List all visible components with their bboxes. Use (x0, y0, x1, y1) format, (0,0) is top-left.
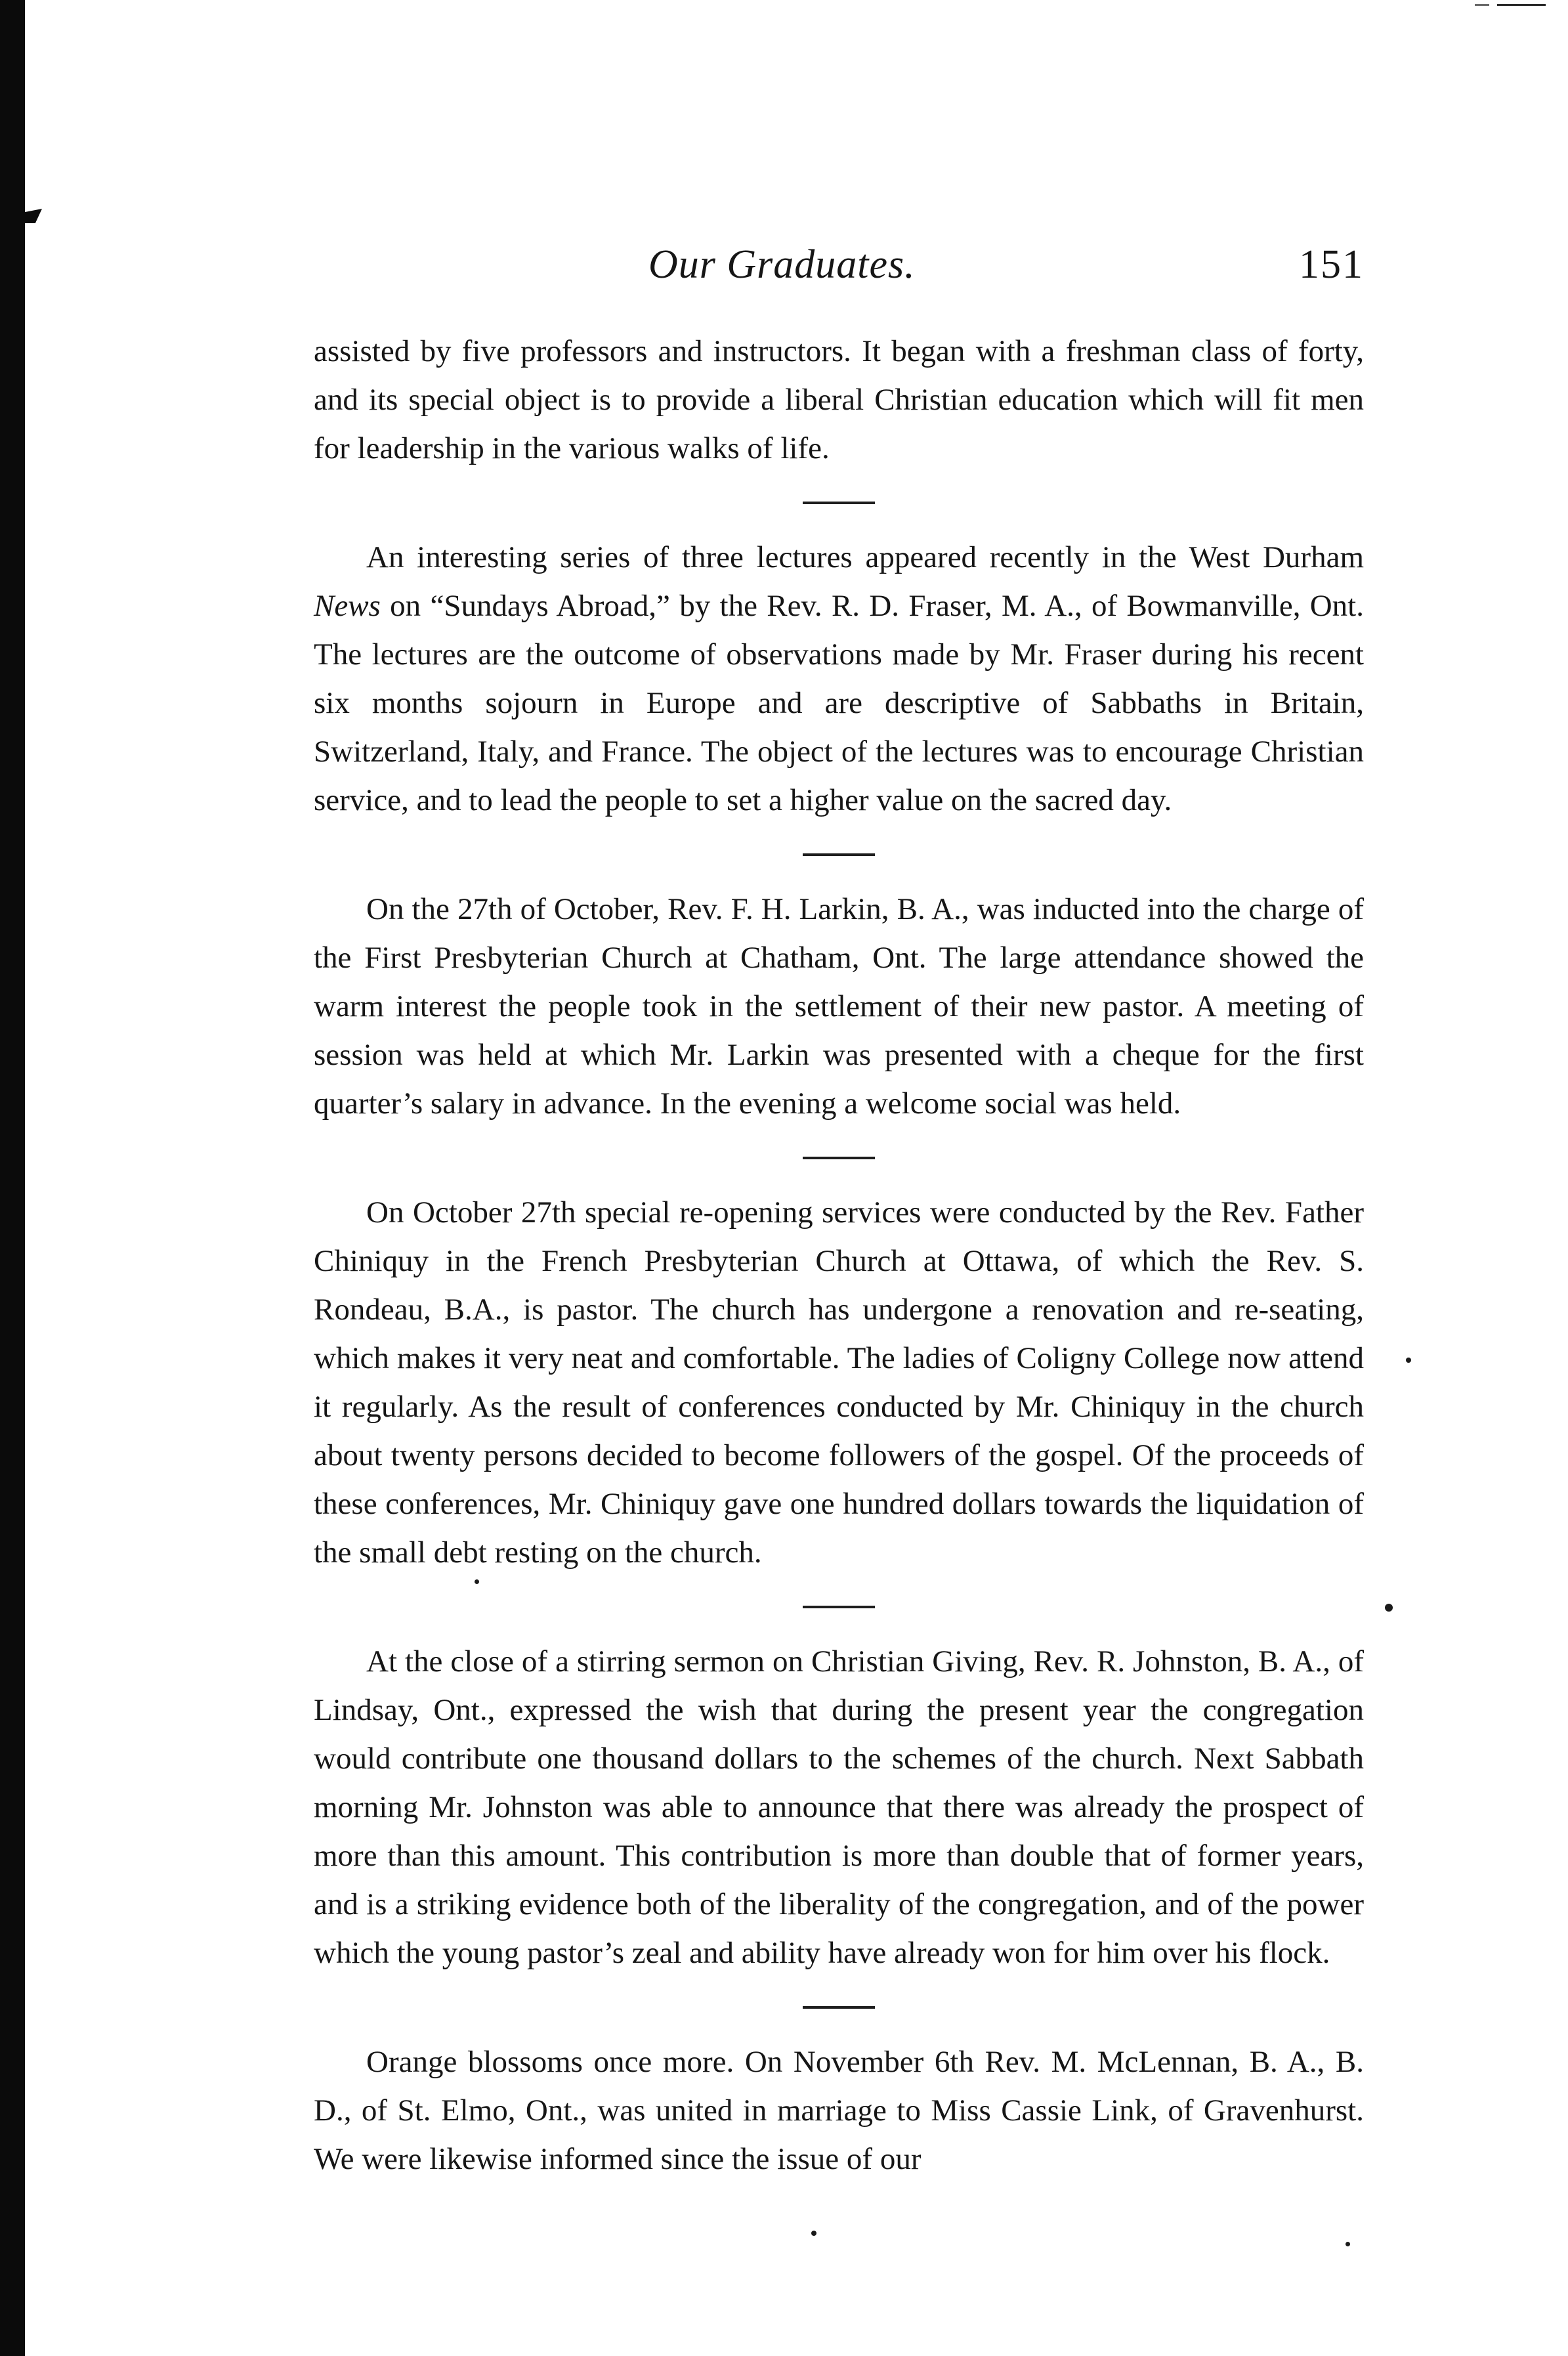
paragraph-chiniquy: On October 27th special re-opening services were conducted by the Rev. Father Chiniquy in the French Presbyterian Church at Ottawa, of which the Rev. S. Rondeau, B.A., is pastor. The church has undergone a renovation and re-seating, which makes it very neat and comfortable. The ladies of Coligny College now attend it regularly. As the result of conferences conducted by Mr. Chiniquy in the church about twenty persons decided to become followers of the gospel. Of the proceeds of these conferences, Mr. Chiniquy gave one hundred dollars towards the liquidation of the small debt resting on the church. (314, 1195, 1364, 1570)
paragraph-lectures-text: An interesting series of three lectures appeared recently in the West Durham (366, 540, 1364, 574)
running-head (314, 242, 1364, 301)
ink-speck (1385, 1604, 1393, 1612)
ink-speck (475, 1579, 479, 1584)
scan-corner-mark-small (1475, 4, 1489, 6)
section-divider (803, 1606, 875, 1608)
book-spine-shadow (0, 0, 25, 2356)
paragraph-johnston: At the close of a stirring sermon on Christian Giving, Rev. R. Johnston, B. A., of Lindsay, Ont., expressed the wish that during the present year the congregation would contribute one thousand dollars to the schemes of the church. Next Sabbath morning Mr. Johnston was able to announce that there was already the prospect of more than this amount. This contribution is more than double that of former years, and is a striking evidence both of the liberality of the congregation, and of the power which the young pastor’s zeal and ability have already won for him over his flock. (314, 1644, 1364, 1970)
section-divider (803, 502, 875, 504)
page-number: 151 (1299, 242, 1364, 287)
section-divider (803, 1157, 875, 1159)
newspaper-title: News (314, 589, 381, 623)
paragraph-larkin: On the 27th of October, Rev. F. H. Larkin, B. A., was inducted into the charge of the First Presbyterian Church at Chatham, Ont. The large attendance showed the warm interest the people took in the settlement of their new pastor. A meeting of session was held at which Mr. Larkin was presented with a cheque for the first quarter’s salary in advance. In the evening a welcome social was held. (314, 892, 1364, 1121)
paragraph-lectures-text-continued: on “Sundays Abroad,” by the Rev. R. D. Fraser, M. A., of Bowmanville, Ont. The lectures are the outcome of observations made by Mr. Fraser during his recent six months sojourn in Europe and are descriptive of Sabbaths in Britain, Switzerland, Italy, and France. The object of the lectures was to encourage Christian service, and to lead the people to set a higher value on the sacred day. (314, 589, 1364, 817)
ink-speck (1406, 1358, 1411, 1363)
section-divider (803, 853, 875, 856)
running-title: Our Graduates. (648, 242, 916, 287)
ink-speck (1346, 2242, 1350, 2246)
scan-corner-mark (1497, 4, 1546, 6)
paragraph-mclennan: Orange blossoms once more. On November 6th Rev. M. McLennan, B. A., B. D., of St. Elmo, Ont., was united in marriage to Miss Cassie Link, of Gravenhurst. We were likewise informed since the issue of our (314, 2045, 1364, 2176)
ink-speck (811, 2231, 816, 2236)
paragraph-lectures (314, 533, 1364, 825)
paragraph-continuation: assisted by five professors and instructors. It began with a freshman class of forty, and its special object is to provide a liberal Christian education which will fit men for leadership in the various walks of life. (314, 334, 1364, 465)
page-body (314, 327, 1364, 2183)
section-divider (803, 2006, 875, 2009)
